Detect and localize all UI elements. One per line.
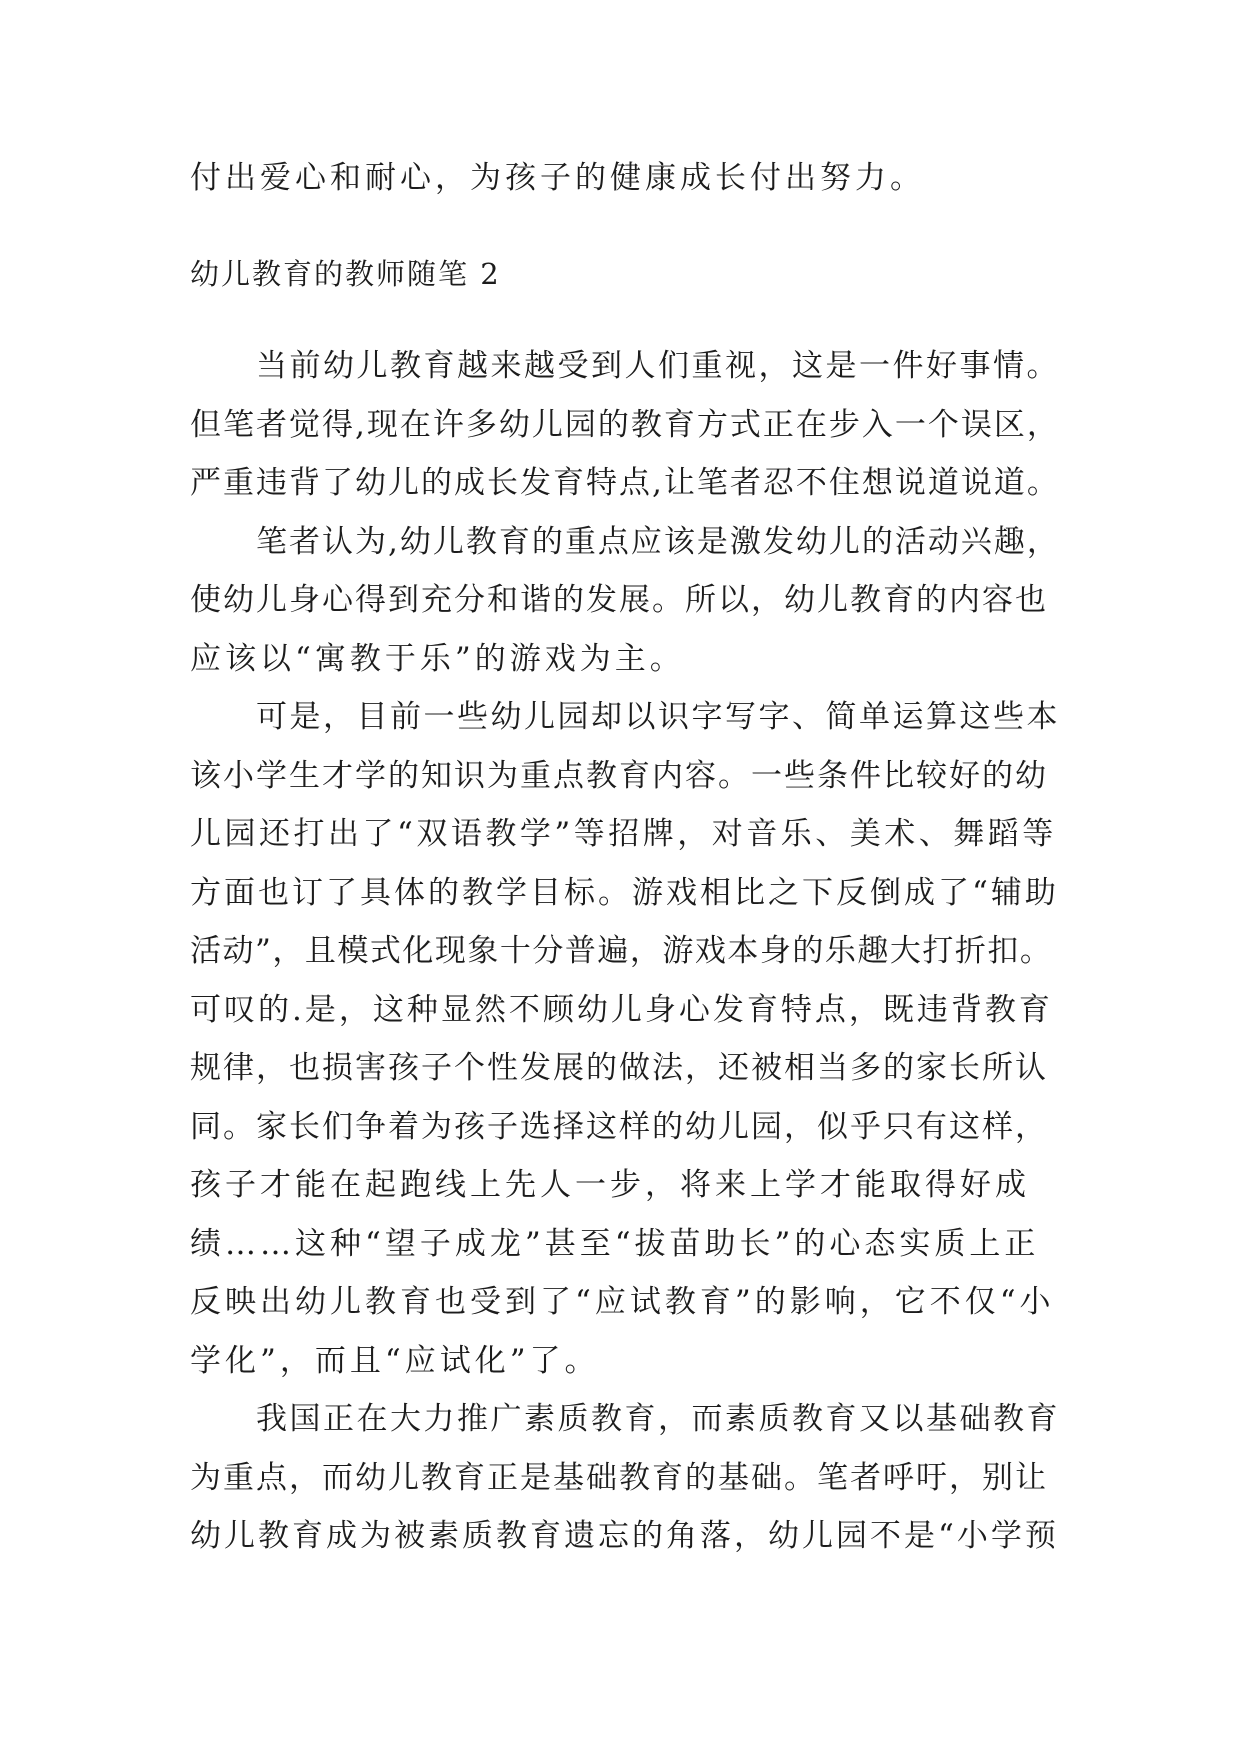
paragraph-line: 反映出幼儿教育也受到了“应试教育”的影响，它不仅“小	[190, 1284, 1055, 1320]
paragraph-line: 学化”，而且“应试化”了。	[190, 1343, 600, 1379]
paragraph-line: 该小学生才学的知识为重点教育内容。一些条件比较好的幼	[190, 758, 1048, 794]
paragraph-line: 笔者认为,幼儿教育的重点应该是激发幼儿的活动兴趣，	[256, 524, 1060, 560]
paragraph-line: 儿园还打出了“双语教学”等招牌，对音乐、美术、舞蹈等	[190, 816, 1057, 852]
paragraph-line: 活动”，且模式化现象十分普遍，游戏本身的乐趣大打折扣。	[190, 933, 1053, 969]
paragraph-line: 使幼儿身心得到充分和谐的发展。所以，幼儿教育的内容也	[190, 582, 1048, 618]
paragraph-line: 但笔者觉得,现在许多幼儿园的教育方式正在步入一个误区，	[190, 407, 1060, 443]
paragraph-line: 可是，目前一些幼儿园却以识字写字、简单运算这些本	[256, 699, 1060, 735]
paragraph-line: 应该以“寓教于乐”的游戏为主。	[190, 641, 685, 677]
section-title: 幼儿教育的教师随笔 2	[190, 257, 501, 291]
paragraph-line: 规律，也损害孩子个性发展的做法，还被相当多的家长所认	[190, 1050, 1048, 1086]
paragraph-line: 孩子才能在起跑线上先人一步，将来上学才能取得好成	[190, 1167, 1030, 1203]
paragraph-line: 幼儿教育成为被素质教育遗忘的角落，幼儿园不是“小学预	[190, 1518, 1059, 1554]
paragraph-line: 可叹的.是，这种显然不顾幼儿身心发育特点，既违背教育	[190, 992, 1053, 1028]
paragraph-line: 同。家长们争着为孩子选择这样的幼儿园，似乎只有这样，	[190, 1109, 1048, 1145]
paragraph-line: 方面也订了具体的教学目标。游戏相比之下反倒成了“辅助	[190, 875, 1059, 911]
paragraph-line: 付出爱心和耐心，为孩子的健康成长付出努力。	[190, 160, 925, 196]
paragraph-line: 严重违背了幼儿的成长发育特点,让笔者忍不住想说道说道。	[190, 465, 1060, 501]
paragraph-line: 绩……这种“望子成龙”甚至“拔苗助长”的心态实质上正	[190, 1226, 1040, 1262]
paragraph-line: 当前幼儿教育越来越受到人们重视，这是一件好事情。	[256, 348, 1060, 384]
paragraph-line: 为重点，而幼儿教育正是基础教育的基础。笔者呼吁，别让	[190, 1460, 1048, 1496]
paragraph-line: 我国正在大力推广素质教育，而素质教育又以基础教育	[256, 1401, 1060, 1437]
